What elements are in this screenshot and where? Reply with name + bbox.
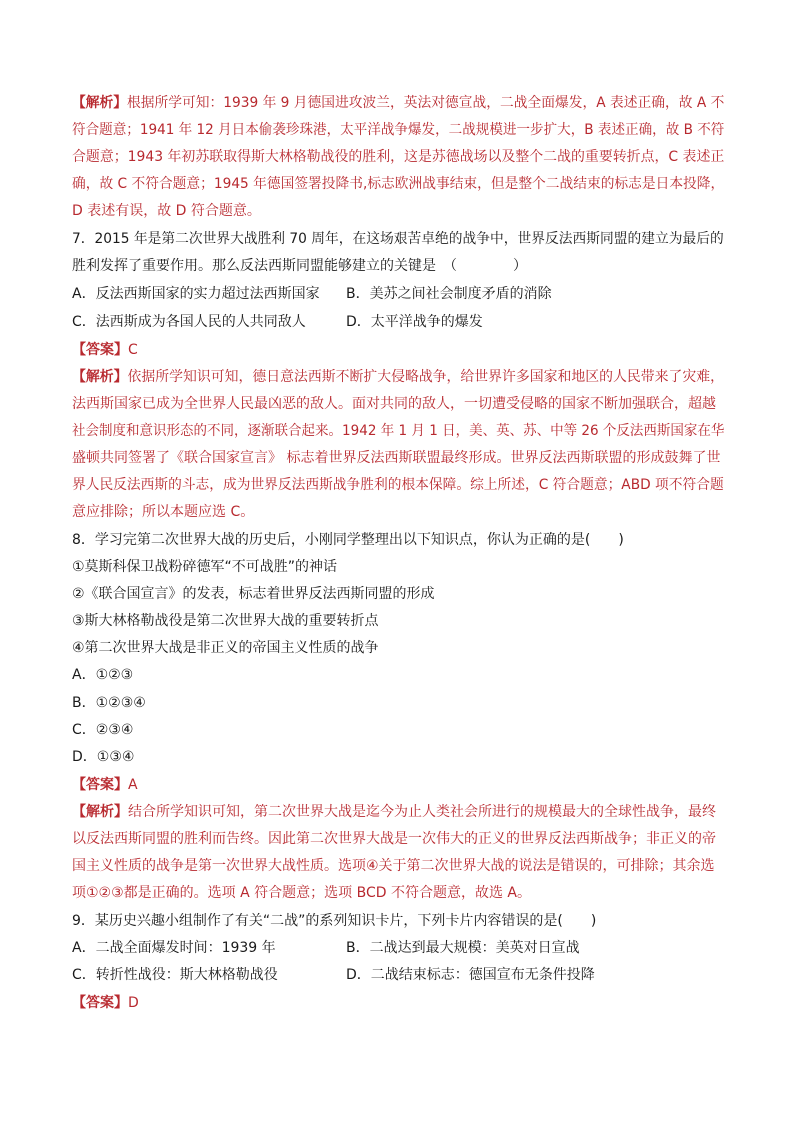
q9-option-a: A．二战全面爆发时间：1939 年: [72, 940, 276, 956]
q7-answer: 【答案】C: [72, 342, 138, 358]
q9-answer: 【答案】D: [72, 995, 139, 1011]
analysis-tag: 【解析】: [72, 95, 127, 111]
q8-analysis-line-1: 【解析】结合所学知识可知，第二次世界大战是迄今为止人类社会所进行的规模最大的全球性战争，最终: [72, 804, 716, 820]
q7-analysis-line-6: 意应排除；所以本题应选 C。: [72, 504, 255, 520]
q7-stem-line-2: 胜利发挥了重要作用。那么反法西斯同盟能够建立的关键是 （ ）: [72, 258, 527, 274]
q8-option-a: A．①②③: [72, 667, 134, 683]
q8-answer: 【答案】A: [72, 777, 138, 793]
q7-option-a: A．反法西斯国家的实力超过法西斯国家: [72, 286, 320, 302]
q8-item-1: ①莫斯科保卫战粉碎德军“不可战胜”的神话: [72, 559, 338, 575]
q6-analysis-line-1: 【解析】根据所学可知：1939 年 9 月德国进攻波兰，英法对德宣战，二战全面爆发，A 表述正确，故 A 不: [72, 95, 725, 111]
q7-analysis-line-5: 界人民反法西斯的斗志，成为世界反法西斯战争胜利的根本保障。综上所述，C 符合题意；ABD 项不符合题: [72, 477, 724, 493]
q8-item-4: ④第二次世界大战是非正义的帝国主义性质的战争: [72, 640, 379, 656]
q7-analysis-line-4: 盛顿共同签署了《联合国家宣言》 标志着世界反法西斯联盟最终形成。世界反法西斯联盟的形成鼓舞了世: [72, 450, 721, 466]
q8-analysis-line-2: 以反法西斯同盟的胜利而告终。因此第二次世界大战是一次伟大的正义的世界反法西斯战争；非正义的帝: [72, 831, 716, 847]
q6-analysis-line-3: 合题意；1943 年初苏联取得斯大林格勒战役的胜利，这是苏德战场以及整个二战的重要转折点，C 表述正: [72, 149, 725, 165]
q7-option-d: D．太平洋战争的爆发: [346, 314, 483, 330]
q8-option-b: B．①②③④: [72, 695, 146, 711]
q8-item-3: ③斯大林格勒战役是第二次世界大战的重要转折点: [72, 613, 379, 629]
q8-option-c: C．②③④: [72, 722, 134, 738]
q8-analysis-line-3: 国主义性质的战争是第一次世界大战性质。选项④关于第二次世界大战的说法是错误的，可排除；其余选: [72, 858, 715, 874]
q7-option-b: B．美苏之间社会制度矛盾的消除: [346, 286, 552, 302]
q6-analysis-line-5: D 表述有误，故 D 符合题意。: [72, 203, 261, 219]
q9-option-c: C．转折性战役：斯大林格勒战役: [72, 967, 278, 983]
q8-analysis-line-4: 项①②③都是正确的。选项 A 符合题意；选项 BCD 不符合题意，故选 A。: [72, 885, 531, 901]
q7-analysis-line-2: 法西斯国家已成为全世界人民最凶恶的敌人。面对共同的敌人，一切遭受侵略的国家不断加强联合，超越: [72, 396, 716, 412]
q7-stem-line-1: 7．2015 年是第二次世界大战胜利 70 周年，在这场艰苦卓绝的战争中，世界反法西斯同盟的建立为最后的: [72, 231, 724, 247]
q9-option-d: D．二战结束标志：德国宣布无条件投降: [346, 967, 595, 983]
q6-analysis-line-4: 确，故 C 不符合题意；1945 年德国签署投降书,标志欧洲战事结束，但是整个二战结束的标志是日本投降，: [72, 176, 725, 192]
q8-option-d: D．①③④: [72, 749, 135, 765]
q9-stem: 9．某历史兴趣小组制作了有关“二战”的系列知识卡片，下列卡片内容错误的是( ): [72, 913, 597, 929]
q8-stem: 8．学习完第二次世界大战的历史后，小刚同学整理出以下知识点，你认为正确的是( ): [72, 532, 624, 548]
q8-item-2: ②《联合国宣言》的发表，标志着世界反法西斯同盟的形成: [72, 586, 435, 602]
q7-analysis-line-1: 【解析】依据所学知识可知，德日意法西斯不断扩大侵略战争，给世界许多国家和地区的人民带来了灾难，: [72, 369, 725, 385]
q7-analysis-line-3: 社会制度和意识形态的不同，逐渐联合起来。1942 年 1 月 1 日，美、英、苏、中等 26 个反法西斯国家在华: [72, 423, 725, 439]
q9-option-b: B．二战达到最大规模：美英对日宣战: [346, 940, 580, 956]
q6-analysis-line-2: 符合题意；1941 年 12 月日本偷袭珍珠港，太平洋战争爆发，二战规模进一步扩大，B 表述正确，故 B 不符: [72, 122, 725, 138]
q7-option-c: C．法西斯成为各国人民的人共同敌人: [72, 314, 306, 330]
